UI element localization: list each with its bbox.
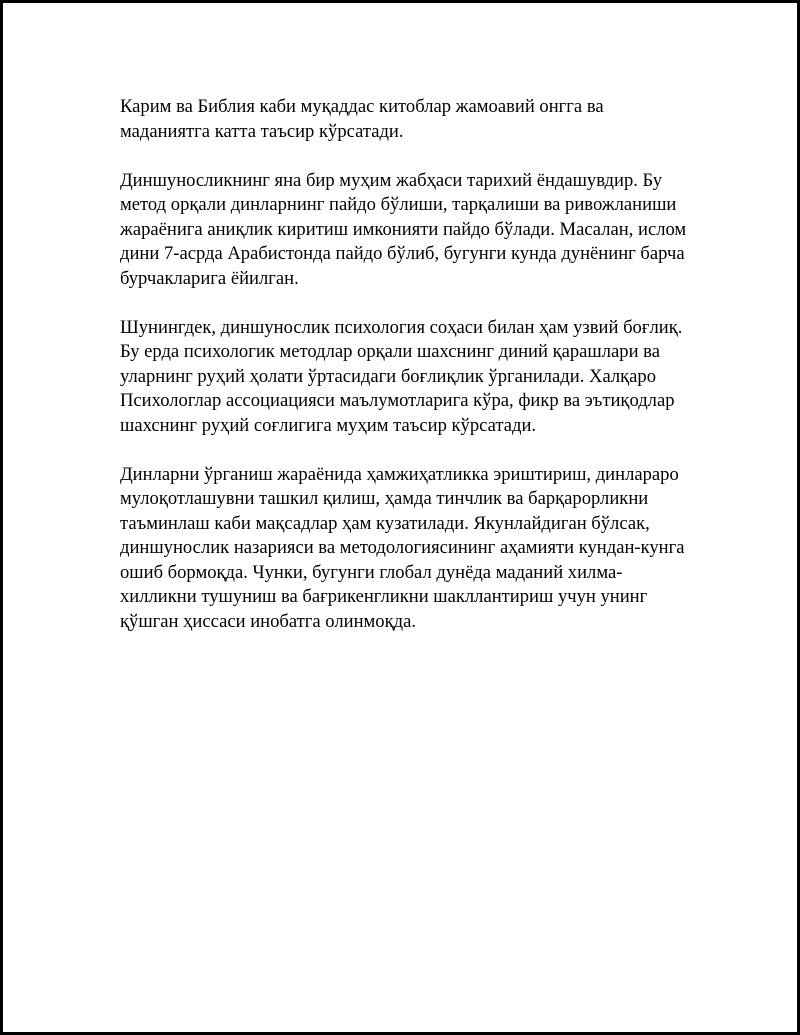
text-line: Бу ерда психологик методлар орқали шахснинг диний қарашлари ва	[120, 341, 660, 362]
text-line: Диншуносликнинг яна бир муҳим жабҳаси тарихий ёндашувдир. Бу	[120, 169, 663, 191]
text-line: хилликни тушуниш ва бағрикенгликни шакллантириш учун унинг	[120, 586, 648, 607]
text-line: уларнинг руҳий ҳолати ўртасидаги боғлиқлик ўрганилади. Халқаро	[120, 365, 657, 387]
text-line: таъминлаш каби мақсадлар ҳам кузатилади. Якунлайдиган бўлсак,	[120, 512, 650, 534]
text-line: Карим ва Библия каби муқаддас китоблар жамоавий онгга ва	[120, 96, 604, 117]
paragraph-3	[120, 316, 695, 439]
text-line: бурчакларига ёйилган.	[120, 267, 299, 289]
text-line: дини 7-асрда Арабистонда пайдо бўлиб, бугунги кунда дунёнинг барча	[120, 243, 685, 264]
text-line: жараёнига аниқлик киритиш имконияти пайдо бўлади. Масалан, ислом	[120, 218, 687, 240]
text-line: маданиятга катта таъсир кўрсатади.	[120, 120, 404, 142]
text-line: қўшган ҳиссаси инобатга олинмоқда.	[120, 610, 416, 632]
paragraph-1	[120, 95, 695, 144]
document-body	[120, 95, 695, 659]
paragraph-2	[120, 169, 695, 292]
text-line: ошиб бормоқда. Чунки, бугунги глобал дунёда маданий хилма-	[120, 561, 623, 583]
text-line: метод орқали динларнинг пайдо бўлиши, тарқалиши ва ривожланиши	[120, 194, 677, 215]
text-line: диншунослик назарияси ва методологиясининг аҳамияти кундан-кунга	[120, 537, 685, 558]
text-line: Шунингдек, диншунослик психология соҳаси билан ҳам узвий боғлиқ.	[120, 316, 683, 338]
paragraph-4	[120, 463, 695, 635]
text-line: мулоқотлашувни ташкил қилиш, ҳамда тинчлик ва барқарорликни	[120, 488, 649, 509]
text-line: Динларни ўрганиш жараёнида ҳамжиҳатликка эриштириш, динлараро	[120, 463, 679, 485]
text-line: Психологлар ассоциацияси маълумотларига кўра, фикр ва эътиқодлар	[120, 390, 675, 411]
text-line: шахснинг руҳий соғлигига муҳим таъсир кўрсатади.	[120, 414, 537, 436]
